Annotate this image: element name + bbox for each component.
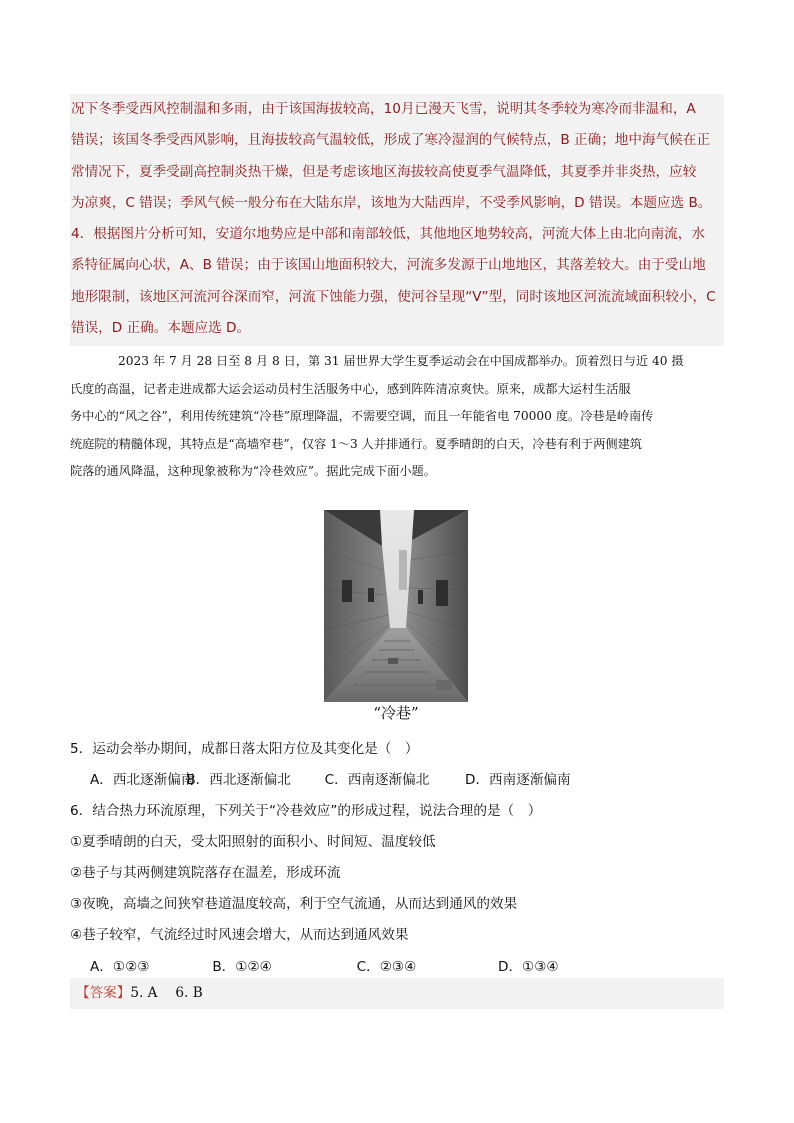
q5-option-b[interactable]: B．西北逐渐偏北: [186, 772, 291, 788]
answer-text: 5. A 6. B: [130, 985, 203, 1001]
q6-statement-1: ①夏季晴朗的白天，受太阳照射的面积小、时间短、温度较低: [70, 834, 436, 850]
analysis-line: 为凉爽，C 错误；季风气候一般分布在大陆东岸，该地为大陆西岸，不受季风影响，D 错误。本题应选 B。: [71, 194, 712, 211]
q5-option-d[interactable]: D．西南逐渐偏南: [464, 772, 571, 788]
passage-line: 统庭院的精髓体现，其特点是“高墙窄巷”，仅容 1～3 人并排通行。夏季晴朗的白天，冷巷有利于两侧建筑: [70, 436, 642, 451]
q6-statement-2: ②巷子与其两侧建筑院落存在温差，形成环流: [70, 865, 341, 881]
analysis-block: [70, 94, 724, 346]
question-5-options: [90, 768, 571, 788]
analysis-line: 错误，D 正确。本题应选 D。: [71, 320, 251, 337]
passage-line: 务中心的“风之谷”，利用传统建筑“冷巷”原理降温，不需要空调，而且一年能省电 70000 度。冷巷是岭南传: [70, 409, 654, 423]
analysis-line: 常情况下，夏季受副高控制炎热干燥，但是考虑该地区海拔较高使夏季气温降低，其夏季并非炎热，应较: [71, 163, 697, 180]
passage-line: 院落的通风降温，这种现象被称为“冷巷效应”。据此完成下面小题。: [70, 464, 436, 478]
figure-caption: “冷巷”: [373, 704, 419, 722]
question-5-stem: 5．运动会举办期间，成都日落太阳方位及其变化是（ ）: [70, 741, 419, 757]
answer-bar: [70, 978, 724, 1009]
q6-option-b[interactable]: B．①②④: [212, 959, 272, 975]
analysis-line: 错误；该国冬季受西风影响，且海拔较高气温较低，形成了寒冷湿润的气候特点，B 正确；地中海气候在正: [71, 132, 710, 149]
analysis-line: 况下冬季受西风控制温和多雨，由于该国海拔较高，10月已漫天飞雪，说明其冬季较为寒冷而非温和，A: [71, 101, 696, 117]
cold-alley-photo: [324, 510, 468, 702]
passage-line: 氏度的高温，记者走进成都大运会运动员村生活服务中心，感到阵阵清凉爽快。原来，成都大运村生活服: [70, 381, 631, 396]
question-6-options: [90, 955, 559, 975]
analysis-line: 系特征属向心状，A、B 错误；由于该国山地面积较大，河流多发源于山地地区，其落差较大。由于受山地: [71, 257, 706, 274]
analysis-line: 4．根据图片分析可知，安道尔地势应是中部和南部较低，其他地区地势较高，河流大体上由北向南流，水: [71, 226, 705, 243]
q6-option-d[interactable]: D．①③④: [497, 959, 559, 975]
analysis-line: 地形限制，该地区河流河谷深而窄，河流下蚀能力强，使河谷呈现“V”型，同时该地区河流流域面积较小，C: [71, 288, 716, 305]
passage-line: 2023 年 7 月 28 日至 8 月 8 日，第 31 届世界大学生夏季运动会在中国成都举办。顶着烈日与近 40 摄: [118, 354, 684, 368]
question-6-stem: 6．结合热力环流原理，下列关于“冷巷效应”的形成过程，说法合理的是（ ）: [70, 803, 542, 819]
q6-option-a[interactable]: A．①②③: [90, 959, 150, 975]
q6-option-c[interactable]: C．②③④: [356, 959, 417, 975]
q6-statement-4: ④巷子较窄，气流经过时风速会增大，从而达到通风效果: [70, 927, 409, 943]
q5-option-c[interactable]: C．西南逐渐偏北: [324, 772, 430, 788]
q5-option-a[interactable]: A．西北逐渐偏南: [90, 772, 195, 788]
answer-tag: 【答案】: [76, 985, 131, 1001]
q6-statement-3: ③夜晚，高墙之间狭窄巷道温度较高，利于空气流通，从而达到通风的效果: [70, 896, 518, 912]
reading-passage: [70, 348, 724, 486]
